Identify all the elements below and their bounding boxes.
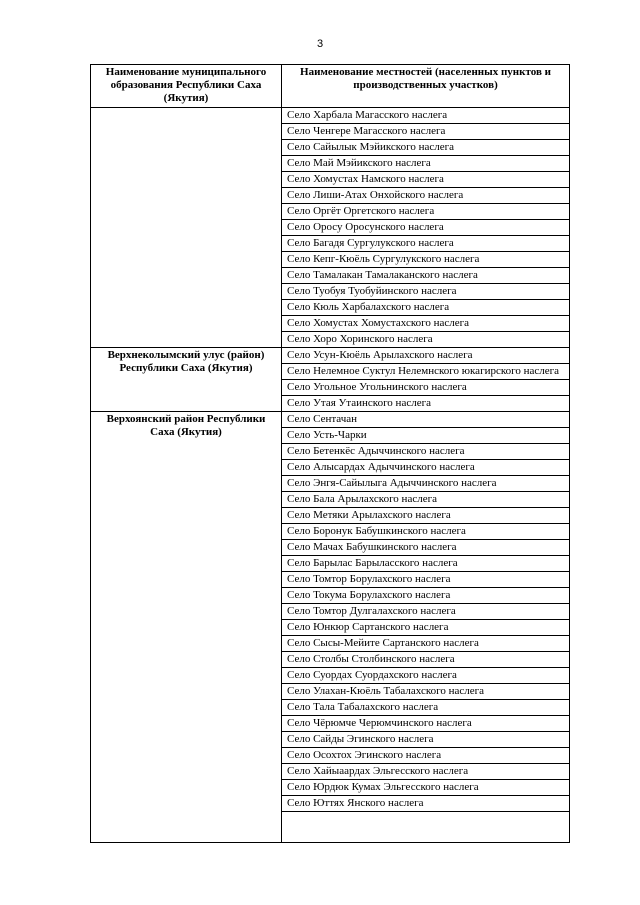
locality-name: Село Утая Утаинского наслега [282,396,570,412]
locality-name: Село Томтор Борулахского наслега [282,572,570,588]
locality-name: Село Кепг-Кюёль Сургулукского наслега [282,252,570,268]
locality-name: Село Чёрюмче Черюмчинского наслега [282,716,570,732]
table-header-row [91,65,570,108]
locality-name: Село Тала Табалахского наслега [282,700,570,716]
district-name [91,108,282,348]
locality-name: Село Туобуя Туобуйинского наслега [282,284,570,300]
locality-name: Село Юттях Янского наслега [282,796,570,812]
locality-name: Село Юнкюр Сартанского наслега [282,620,570,636]
locality-name: Село Угольное Угольнинского наслега [282,380,570,396]
locality-name: Село Томтор Дулгалахского наслега [282,604,570,620]
locality-name: Село Улахан-Кюёль Табалахского наслега [282,684,570,700]
locality-name: Село Усть-Чарки [282,428,570,444]
locality-name: Село Хомустах Хомустахского наслега [282,316,570,332]
locality-name: Село Усун-Кюёль Арылахского наслега [282,348,570,364]
table-row [91,348,570,364]
district-name: Верхоянский район Республики Саха (Якутия) [91,412,282,843]
header-municipality: Наименование муниципального образования Республики Саха (Якутия) [91,65,282,108]
locality-name: Село Ченгере Магасского наслега [282,124,570,140]
locality-name: Село Нелемное Суктул Нелемнского юкагирского наслега [282,364,570,380]
localities-table [90,64,570,843]
locality-name: Село Оросу Оросунского наслега [282,220,570,236]
locality-name: Село Оргёт Оргетского наслега [282,204,570,220]
locality-name: Село Лиши-Атах Онхойского наслега [282,188,570,204]
empty-cell [282,812,570,843]
locality-name: Село Сысы-Мейите Сартанского наслега [282,636,570,652]
locality-name: Село Харбала Магасского наслега [282,108,570,124]
locality-name: Село Токума Борулахского наслега [282,588,570,604]
table-row [91,108,570,124]
locality-name: Село Сайды Эгинского наслега [282,732,570,748]
page-number: 3 [316,38,324,50]
locality-name: Село Тамалакан Тамалаканского наслега [282,268,570,284]
locality-name: Село Барылас Барыласского наслега [282,556,570,572]
locality-name: Село Бетенкёс Адыччинского наслега [282,444,570,460]
locality-name: Село Столбы Столбинского наслега [282,652,570,668]
locality-name: Село Суордах Суордахского наслега [282,668,570,684]
locality-name: Село Хайыаардах Эльгесского наслега [282,764,570,780]
locality-name: Село Кюль Харбалахского наслега [282,300,570,316]
locality-name: Село Сайылык Мэйикского наслега [282,140,570,156]
locality-name: Село Метяки Арылахского наслега [282,508,570,524]
table-row [91,412,570,428]
locality-name: Село Сентачан [282,412,570,428]
locality-name: Село Энгя-Сайылыга Адыччинского наслега [282,476,570,492]
locality-name: Село Май Мэйикского наслега [282,156,570,172]
locality-name: Село Бала Арылахского наслега [282,492,570,508]
table-body [91,108,570,843]
locality-name: Село Осохтох Эгинского наслега [282,748,570,764]
locality-name: Село Хоро Хоринского наслега [282,332,570,348]
header-localities: Наименование местностей (населенных пунктов и производственных участков) [282,65,570,108]
locality-name: Село Боронук Бабушкинского наслега [282,524,570,540]
locality-name: Село Юрдюк Кумах Эльгесского наслега [282,780,570,796]
locality-name: Село Мачах Бабушкинского наслега [282,540,570,556]
locality-name: Село Багадя Сургулукского наслега [282,236,570,252]
district-name: Верхнеколымский улус (район) Республики Саха (Якутия) [91,348,282,412]
locality-name: Село Алысардах Адыччинского наслега [282,460,570,476]
locality-name: Село Хомустах Намского наслега [282,172,570,188]
